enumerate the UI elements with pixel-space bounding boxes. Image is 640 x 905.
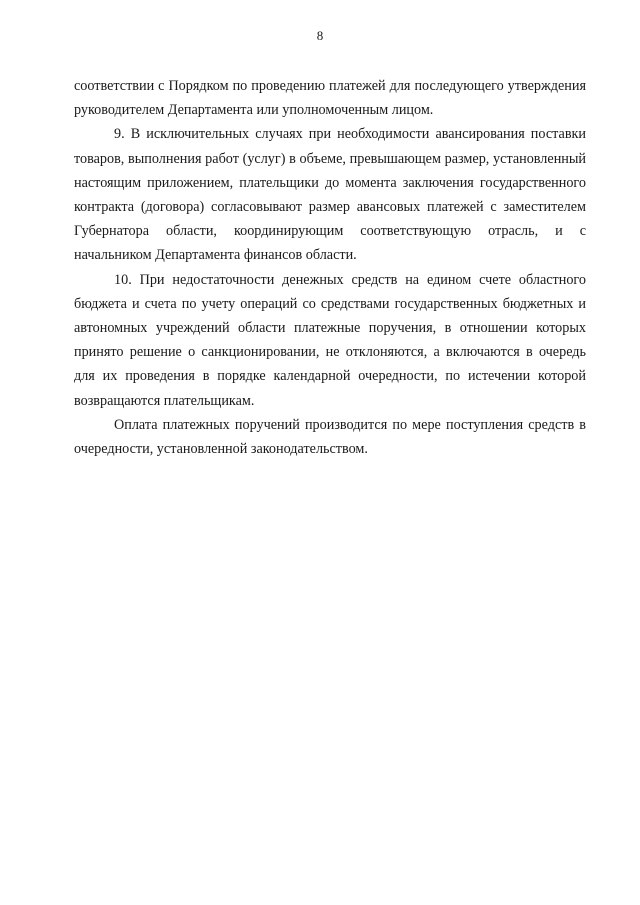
paragraph-item-10: 10. При недостаточности денежных средств на едином счете областного бюджета и счета по учету операций со средствами государственных бюджетных и автономных учреждений области платежные поручения, в отношении которых принято решение о санкционировании, не отклоняются, а включаются в очередь для их проведения в порядке календарной очередности, по истечении которой возвращаются плательщикам. bbox=[74, 271, 586, 409]
paragraph-payment-order: Оплата платежных поручений производится по мере поступления средств в очередности, установленной законодательством. bbox=[74, 416, 586, 458]
document-body bbox=[74, 74, 586, 461]
paragraph-item-9: 9. В исключительных случаях при необходимости авансирования поставки товаров, выполнения работ (услуг) в объеме, превышающем размер, установленный настоящим приложением, плательщики до момента заключения государственного контракта (договора) согласовывают размер авансовых платежей с заместителем Губернатора области, координирующим соответствующую отрасль, и с начальником Департамента финансов области. bbox=[74, 126, 586, 264]
page-number: 8 bbox=[316, 28, 324, 43]
paragraph-continuation: соответствии с Порядком по проведению платежей для последующего утверждения руководителем Департамента или уполномоченным лицом. bbox=[74, 78, 586, 119]
